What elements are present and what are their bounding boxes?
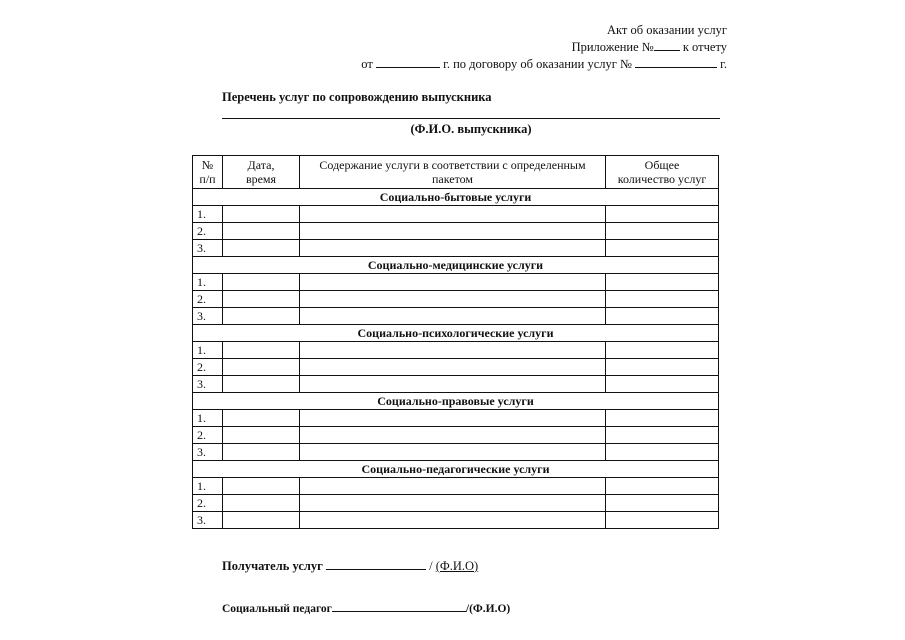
cell-date bbox=[223, 342, 300, 359]
cell-total bbox=[606, 444, 719, 461]
cell-date bbox=[223, 512, 300, 529]
list-title: Перечень услуг по сопровождению выпускника bbox=[222, 90, 492, 104]
cell-num: 3. bbox=[193, 512, 223, 529]
cell-date bbox=[223, 274, 300, 291]
section-row bbox=[193, 189, 719, 206]
cell-num: 2. bbox=[193, 495, 223, 512]
cell-total bbox=[606, 308, 719, 325]
cell-num: 1. bbox=[193, 206, 223, 223]
contract-middle: г. по договору об оказании услуг № bbox=[443, 57, 632, 71]
appendix-number-blank bbox=[654, 39, 680, 51]
appendix-line bbox=[572, 39, 727, 55]
cell-content bbox=[300, 206, 606, 223]
cell-total bbox=[606, 274, 719, 291]
cell-num: 3. bbox=[193, 308, 223, 325]
col-header-num: № п/п bbox=[193, 156, 223, 189]
cell-num: 1. bbox=[193, 274, 223, 291]
cell-total bbox=[606, 291, 719, 308]
section-row bbox=[193, 461, 719, 478]
cell-content bbox=[300, 308, 606, 325]
section-title: Социально-психологические услуги bbox=[193, 325, 719, 342]
cell-date bbox=[223, 223, 300, 240]
cell-content bbox=[300, 495, 606, 512]
table-row bbox=[193, 223, 719, 240]
col-header-date: Дата, время bbox=[223, 156, 300, 189]
cell-num: 3. bbox=[193, 444, 223, 461]
section-row bbox=[193, 257, 719, 274]
contract-number-blank bbox=[635, 56, 717, 68]
cell-num: 1. bbox=[193, 342, 223, 359]
table-header-row bbox=[193, 156, 719, 189]
cell-total bbox=[606, 342, 719, 359]
cell-date bbox=[223, 308, 300, 325]
cell-total bbox=[606, 376, 719, 393]
cell-total bbox=[606, 223, 719, 240]
section-row bbox=[193, 393, 719, 410]
section-title: Социально-педагогические услуги bbox=[193, 461, 719, 478]
section-title: Социально-медицинские услуги bbox=[193, 257, 719, 274]
contract-date-blank bbox=[376, 56, 440, 68]
table-row bbox=[193, 206, 719, 223]
table-row bbox=[193, 478, 719, 495]
cell-content bbox=[300, 444, 606, 461]
cell-total bbox=[606, 240, 719, 257]
table-row bbox=[193, 291, 719, 308]
table-row bbox=[193, 342, 719, 359]
cell-total bbox=[606, 359, 719, 376]
cell-total bbox=[606, 427, 719, 444]
cell-content bbox=[300, 342, 606, 359]
table-row bbox=[193, 359, 719, 376]
graduate-fio-caption: (Ф.И.О. выпускника) bbox=[410, 122, 532, 136]
cell-content bbox=[300, 223, 606, 240]
pedagogue-fio: /(Ф.И.О) bbox=[465, 603, 511, 615]
cell-date bbox=[223, 206, 300, 223]
cell-content bbox=[300, 291, 606, 308]
cell-date bbox=[223, 478, 300, 495]
cell-content bbox=[300, 240, 606, 257]
table-row bbox=[193, 495, 719, 512]
recipient-fio: (Ф.И.О) bbox=[435, 559, 479, 573]
cell-num: 3. bbox=[193, 240, 223, 257]
cell-content bbox=[300, 274, 606, 291]
cell-num: 2. bbox=[193, 359, 223, 376]
cell-date bbox=[223, 291, 300, 308]
table-row bbox=[193, 274, 719, 291]
services-table bbox=[192, 155, 719, 529]
table-row bbox=[193, 376, 719, 393]
table-body bbox=[193, 189, 719, 529]
cell-content bbox=[300, 359, 606, 376]
appendix-suffix: к отчету bbox=[682, 40, 727, 54]
cell-total bbox=[606, 512, 719, 529]
pedagogue-signature bbox=[222, 600, 510, 615]
table-row bbox=[193, 410, 719, 427]
cell-num: 2. bbox=[193, 427, 223, 444]
cell-num: 1. bbox=[193, 478, 223, 495]
cell-total bbox=[606, 478, 719, 495]
recipient-label: Получатель услуг bbox=[222, 559, 323, 573]
section-title: Социально-правовые услуги bbox=[193, 393, 719, 410]
table-row bbox=[193, 308, 719, 325]
table-row bbox=[193, 427, 719, 444]
cell-content bbox=[300, 478, 606, 495]
cell-date bbox=[223, 240, 300, 257]
section-title: Социально-бытовые услуги bbox=[193, 189, 719, 206]
table-row bbox=[193, 444, 719, 461]
cell-total bbox=[606, 410, 719, 427]
cell-num: 3. bbox=[193, 376, 223, 393]
cell-content bbox=[300, 376, 606, 393]
contract-suffix: г. bbox=[720, 57, 727, 71]
cell-date bbox=[223, 444, 300, 461]
section-row bbox=[193, 325, 719, 342]
cell-num: 2. bbox=[193, 223, 223, 240]
cell-content bbox=[300, 427, 606, 444]
contract-from: от bbox=[361, 57, 373, 71]
table-row bbox=[193, 240, 719, 257]
cell-total bbox=[606, 206, 719, 223]
col-header-content: Содержание услуги в соответствии с определенным пакетом bbox=[300, 156, 606, 189]
cell-num: 2. bbox=[193, 291, 223, 308]
cell-date bbox=[223, 495, 300, 512]
cell-date bbox=[223, 427, 300, 444]
graduate-fio-line bbox=[222, 118, 720, 119]
pedagogue-label: Социальный педагог bbox=[222, 603, 332, 615]
table-row bbox=[193, 512, 719, 529]
cell-num: 1. bbox=[193, 410, 223, 427]
cell-total bbox=[606, 495, 719, 512]
act-title: Акт об оказании услуг bbox=[606, 23, 727, 37]
recipient-signature: Получатель услуг / (Ф.И.О) bbox=[222, 559, 479, 573]
recipient-signature-blank bbox=[326, 558, 426, 570]
cell-date bbox=[223, 359, 300, 376]
appendix-prefix: Приложение № bbox=[571, 40, 654, 54]
cell-date bbox=[223, 376, 300, 393]
pedagogue-signature-blank bbox=[332, 600, 466, 612]
col-header-total: Общее количество услуг bbox=[606, 156, 719, 189]
cell-content bbox=[300, 512, 606, 529]
cell-content bbox=[300, 410, 606, 427]
contract-line bbox=[361, 56, 727, 72]
cell-date bbox=[223, 410, 300, 427]
